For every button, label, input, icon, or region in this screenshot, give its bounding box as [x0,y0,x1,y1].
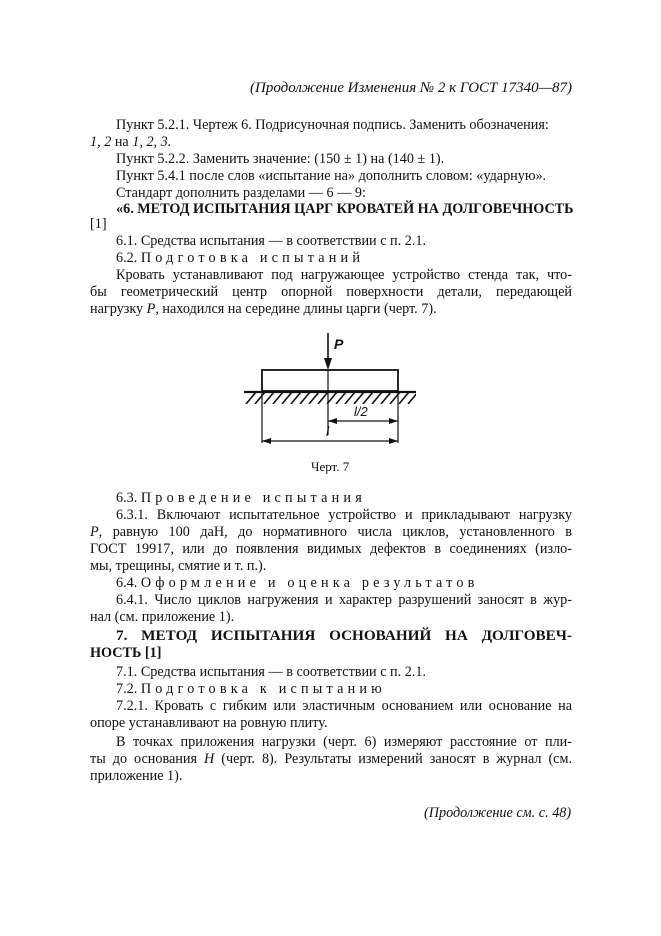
paragraph-measure-line3: приложение 1). [90,768,183,784]
label-P: P [334,336,344,352]
beam [262,370,398,391]
paragraph-measure-line2 [90,751,572,768]
paragraph-6-2-heading [116,250,364,267]
header-continuation: (Продолжение Изменения № 2 к ГОСТ 17340—87) [250,80,572,96]
text-segment: (черт. 8). Результаты измерений заносят в журнал (см. [214,751,573,767]
load-arrow-head [324,358,332,370]
section-number: 6.4. [116,575,141,591]
paragraph-7-1: 7.1. Средства испытания — в соответствии с п. 2.1. [116,664,427,680]
section-6-heading: «6. МЕТОД ИСПЫТАНИЯ ЦАРГ КРОВАТЕЙ НА ДОЛГОВЕЧНОСТЬ [116,201,574,217]
paragraph-7-2-1-line2: опоре устанавливают на ровную плиту. [90,715,328,731]
label-length: l [326,423,330,439]
paragraph-6-3-1-line4: мы, трещины, смятие и т. п.). [90,558,267,574]
section-7-heading-line2: НОСТЬ [1] [90,645,162,661]
section-number: 6.3. [116,490,141,506]
paragraph-5-4-1: Пункт 5.4.1 после слов «испытание на» дополнить словом: «ударную». [116,168,547,184]
paragraph-6-2-line2: бы геометрический центр опорной поверхности детали, передающей [90,284,572,300]
paragraph-6-3-1-line3: ГОСТ 19917, или до появления видимых дефектов в соединениях (изло- [90,541,572,557]
paragraph-7-2-1-line1: 7.2.1. Кровать с гибким или эластичным основанием или основание на [116,698,572,714]
paragraph-6-3-1-line2 [90,524,572,541]
section-title-spaced: Проведение испытания [140,490,366,506]
section-title-spaced: Оформление и оценка результатов [140,575,479,591]
section-6-reference: [1] [90,216,107,232]
paragraph-6-1: 6.1. Средства испытания — в соответствии с п. 2.1. [116,233,427,249]
text-segment: , равную 100 даН, до нормативного числа циклов, установленного в [98,524,572,540]
dimension-half-arrow-right [389,418,398,424]
paragraph-standard: Стандарт дополнить разделами — 6 — 9: [116,185,366,201]
text-segment: , находился на середине длины царги (черт. 7). [155,301,437,317]
dimension-half-arrow-left [328,418,337,424]
designation-new: 1, 2, 3. [132,134,172,150]
paragraph-6-4-heading [116,575,479,592]
paragraph-6-3-heading [116,490,366,507]
paragraph-6-4-1-line1: 6.4.1. Число циклов нагружения и характер разрушений заносят в жур- [116,592,572,608]
section-number: 7.2. [116,681,141,697]
label-half-length: l/2 [354,404,368,419]
paragraph-5-2-2: Пункт 5.2.2. Заменить значение: (150 ± 1) на (140 ± 1). [116,151,445,167]
text-segment: ты до основания [90,751,204,767]
dimension-full-arrow-left [262,438,271,444]
symbol-P: P [146,301,156,317]
paragraph-6-4-1-line2: нал (см. приложение 1). [90,609,235,625]
base-hatching [246,392,418,404]
paragraph-6-2-line1: Кровать устанавливают под нагружающее устройство стенда так, что- [116,267,572,283]
section-7-heading-line1: 7. МЕТОД ИСПЫТАНИЯ ОСНОВАНИЙ НА ДОЛГОВЕЧ- [116,627,572,644]
paragraph-6-3-1-line1: 6.3.1. Включают испытательное устройство и прикладывают нагрузку [116,507,572,523]
section-title-spaced: Подготовка испытаний [140,250,365,266]
text-segment: нагрузку [90,301,147,317]
figure-7-diagram [230,330,430,455]
footer-continuation: (Продолжение см. с. 48) [424,805,572,821]
section-title-spaced: Подготовка к испытанию [140,681,386,697]
dimension-full-arrow-right [389,438,398,444]
paragraph-measure-line1: В точках приложения нагрузки (черт. 6) измеряют расстояние от пли- [116,734,572,750]
paragraph-6-2-line3 [90,301,437,318]
paragraph-5-2-1-line1: Пункт 5.2.1. Чертеж 6. Подрисуночная подпись. Заменить обозначения: [116,117,549,133]
figure-7-caption: Черт. 7 [311,459,350,474]
designation-old: 1, 2 [90,134,112,150]
symbol-H: H [203,751,215,767]
paragraph-5-2-1-line2 [90,134,171,151]
section-number: 6.2. [116,250,141,266]
symbol-P: P [90,524,99,540]
paragraph-7-2-heading [116,681,386,698]
designation-connector: на [111,134,133,150]
